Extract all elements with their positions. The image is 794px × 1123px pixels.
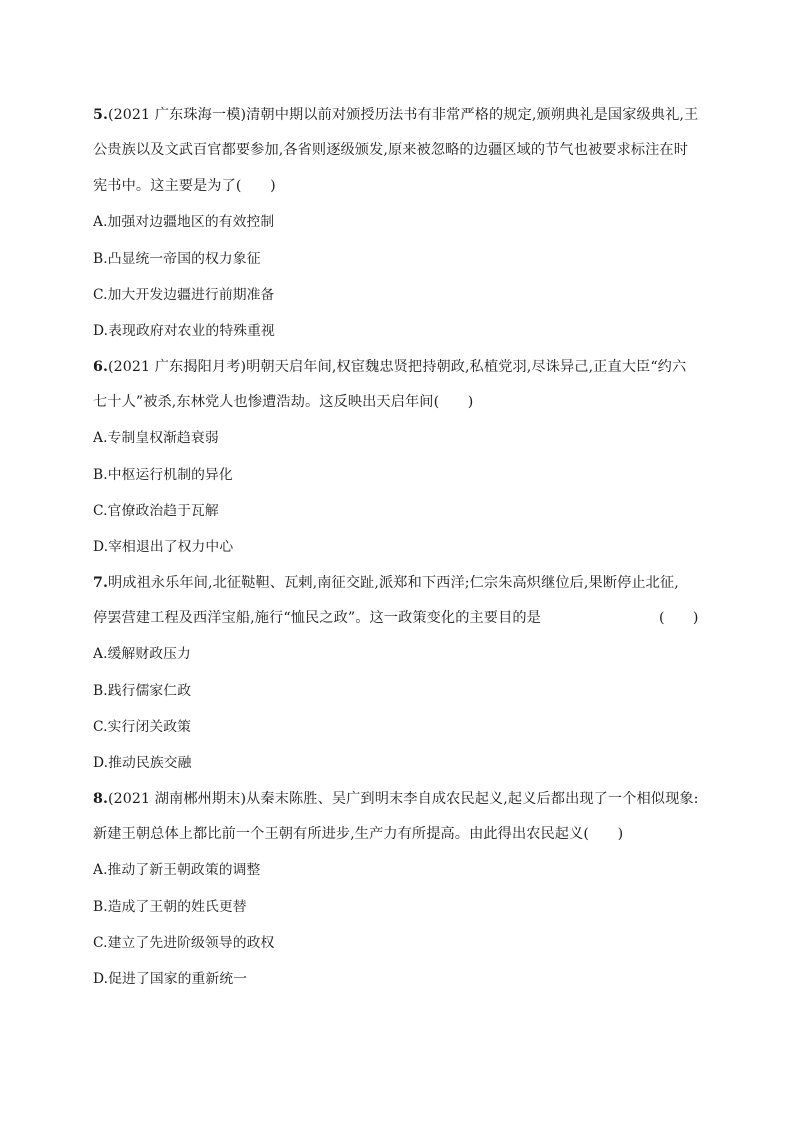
question-6-option-d: D.宰相退出了权力中心 [93, 539, 234, 555]
question-6-option-b: B.中枢运行机制的异化 [93, 467, 233, 483]
question-number: 6. [93, 359, 109, 375]
question-6-stem-line-2: 七十人”被杀,东林党人也惨遭浩劫。这反映出天启年间( ) [93, 394, 474, 410]
question-6-stem-line-1: 6.(2021 广东揭阳月考)明朝天启年间,权宦魏忠贤把持朝政,私植党羽,尽诛异己,正直大臣“约六 [93, 359, 687, 375]
question-7-option-d: D.推动民族交融 [93, 755, 192, 771]
question-5-option-d: D.表现政府对农业的特殊重视 [93, 323, 275, 339]
question-5-option-c: C.加大开发边疆进行前期准备 [93, 287, 275, 303]
question-number: 5. [93, 107, 109, 123]
question-6-option-c: C.官僚政治趋于瓦解 [93, 503, 219, 519]
question-6-option-a: A.专制皇权渐趋衰弱 [93, 430, 219, 446]
question-7-option-c: C.实行闭关政策 [93, 719, 192, 735]
question-7-stem-line-1: 7.明成祖永乐年间,北征鞑靼、瓦剌,南征交趾,派郑和下西洋;仁宗朱高炽继位后,果断停止北征, [93, 575, 679, 591]
question-5-stem-line-3: 宪书中。这主要是为了( ) [93, 178, 276, 194]
question-8-option-c: C.建立了先进阶级领导的政权 [93, 935, 275, 951]
question-7-option-b: B.践行儒家仁政 [93, 683, 192, 699]
question-8-option-d: D.促进了国家的重新统一 [93, 971, 248, 987]
question-7-stem-line-2: 停罢营建工程及西洋宝船,施行“恤民之政”。这一政策变化的主要目的是 [93, 610, 541, 626]
question-5-option-a: A.加强对边疆地区的有效控制 [93, 214, 275, 230]
question-8-stem-line-2: 新建王朝总体上都比前一个王朝有所进步,生产力有所提高。由此得出农民起义( ) [93, 826, 624, 842]
question-number: 7. [93, 575, 109, 591]
question-7-option-a: A.缓解财政压力 [93, 646, 191, 662]
question-8-option-b: B.造成了王朝的姓氏更替 [93, 899, 247, 915]
question-5-stem-line-1: 5.(2021 广东珠海一模)清朝中期以前对颁授历法书有非常严格的规定,颁朔典礼是国家级典礼,王 [93, 107, 699, 123]
question-number: 8. [93, 791, 109, 807]
question-7-answer-blank: ( ) [659, 610, 699, 626]
question-5-option-b: B.凸显统一帝国的权力象征 [93, 251, 261, 267]
question-8-option-a: A.推动了新王朝政策的调整 [93, 862, 261, 878]
question-8-stem-line-1: 8.(2021 湖南郴州期末)从秦末陈胜、吴广到明末李自成农民起义,起义后都出现了一个相似现象: [93, 791, 699, 807]
question-5-stem-line-2: 公贵族以及文武百官都要参加,各省则逐级颁发,原来被忽略的边疆区域的节气也被要求标注在时 [93, 142, 689, 158]
